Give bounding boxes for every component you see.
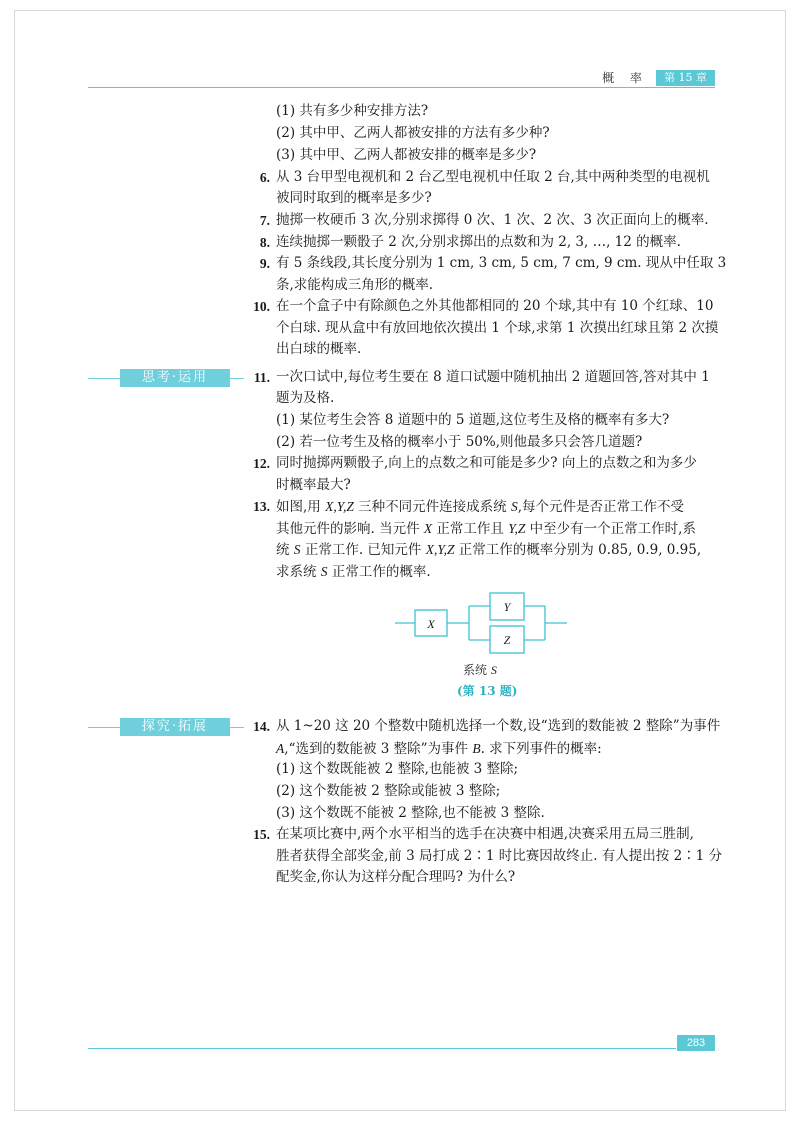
q13-line3: 统 S 正常工作. 已知元件 X,Y,Z 正常工作的概率分别为 0.85, 0.9, 0.95, — [276, 542, 702, 558]
q10-line2: 个白球. 现从盒中有放回地依次摸出 1 个球,求第 1 次摸出红球且第 2 次摸 — [276, 320, 719, 336]
tag2-rule-left — [88, 727, 120, 728]
q5-sub2: (2) 其中甲、乙两人都被安排的方法有多少种? — [276, 125, 550, 141]
q9-line1: 有 5 条线段,其长度分别为 1 cm, 3 cm, 5 cm, 7 cm, 9 cm. 现从中任取 3 — [276, 255, 727, 271]
page-number: 283 — [677, 1035, 715, 1051]
tag2-rule-right — [230, 727, 244, 728]
q8-number: 8. — [259, 235, 270, 250]
label-z: Z — [503, 633, 511, 647]
q15-line2: 胜者获得全部奖金,前 3 局打成 2∶1 时比赛因故终止. 有人提出按 2∶1 分 — [276, 848, 723, 864]
q14-sub3: (3) 这个数既不能被 2 整除,也不能被 3 整除. — [276, 805, 545, 821]
tag-rule-right — [230, 378, 244, 379]
q10-line1: 在一个盒子中有除颜色之外其他都相同的 20 个球,其中有 10 个红球、10 — [276, 298, 714, 314]
q13-line2: 其他元件的影响. 当元件 X 正常工作且 Y,Z 中至少有一个正常工作时,系 — [276, 521, 696, 537]
label-x: X — [427, 617, 435, 631]
q11-sub1: (1) 某位考生会答 8 道题中的 5 道题,这位考生及格的概率有多大? — [276, 412, 670, 428]
figure-number: (第 13 题) — [457, 684, 518, 698]
figure-caption: 系统 S — [463, 663, 497, 677]
q6-line1: 从 3 台甲型电视机和 2 台乙型电视机中任取 2 台,其中两种类型的电视机 — [276, 169, 710, 185]
q11-number: 11. — [253, 370, 270, 385]
tag-rule-left — [88, 378, 120, 379]
q11-line2: 题为及格. — [276, 390, 335, 406]
q11-sub2: (2) 若一位考生及格的概率小于 50%,则他最多只会答几道题? — [276, 434, 643, 450]
q12-line1: 同时抛掷两颗骰子,向上的点数之和可能是多少? 向上的点数之和为多少 — [276, 455, 697, 471]
q13-line1: 如图,用 X,Y,Z 三种不同元件连接成系统 S,每个元件是否正常工作不受 — [276, 499, 685, 515]
system-s-diagram — [395, 590, 575, 660]
q12-line2: 时概率最大? — [276, 477, 351, 493]
q8-line1: 连续抛掷一颗骰子 2 次,分别求掷出的点数和为 2, 3, …, 12 的概率. — [276, 234, 681, 250]
q12-number: 12. — [253, 456, 270, 471]
q15-number: 15. — [253, 827, 270, 842]
footer-rule — [88, 1048, 676, 1049]
q13-number: 13. — [253, 499, 270, 514]
header-rule — [88, 87, 715, 88]
q13-line4: 求系统 S 正常工作的概率. — [276, 564, 431, 580]
running-title: 概 率 — [602, 71, 648, 85]
q14-line2: A,“选到的数能被 3 整除”为事件 B. 求下列事件的概率: — [276, 741, 602, 757]
q6-number: 6. — [259, 170, 270, 185]
q15-line3: 配奖金,你认为这样分配合理吗? 为什么? — [276, 869, 516, 885]
section-tag-explore: 探究·拓展 — [120, 718, 230, 736]
q5-sub3: (3) 其中甲、乙两人都被安排的概率是多少? — [276, 147, 537, 163]
q9-line2: 条,求能构成三角形的概率. — [276, 277, 434, 293]
q14-sub2: (2) 这个数能被 2 整除或能被 3 整除; — [276, 783, 501, 799]
chapter-badge: 第 15 章 — [656, 70, 715, 86]
q6-line2: 被同时取到的概率是多少? — [276, 190, 432, 206]
q14-line1: 从 1~20 这 20 个整数中随机选择一个数,设“选到的数能被 2 整除”为事件 — [276, 718, 721, 734]
q11-line1: 一次口试中,每位考生要在 8 道口试题中随机抽出 2 道题回答,答对其中 1 — [276, 369, 710, 385]
q9-number: 9. — [259, 256, 270, 271]
q14-number: 14. — [253, 719, 270, 734]
q7-number: 7. — [259, 213, 270, 228]
q10-number: 10. — [253, 299, 270, 314]
label-y: Y — [503, 600, 511, 614]
section-tag-apply: 思考·运用 — [120, 369, 230, 387]
q10-line3: 出白球的概率. — [276, 341, 362, 357]
q7-line1: 抛掷一枚硬币 3 次,分别求掷得 0 次、1 次、2 次、3 次正面向上的概率. — [276, 212, 709, 228]
q5-sub1: (1) 共有多少种安排方法? — [276, 103, 429, 119]
q14-sub1: (1) 这个数既能被 2 整除,也能被 3 整除; — [276, 761, 519, 777]
q15-line1: 在某项比赛中,两个水平相当的选手在决赛中相遇,决赛采用五局三胜制, — [276, 826, 694, 842]
